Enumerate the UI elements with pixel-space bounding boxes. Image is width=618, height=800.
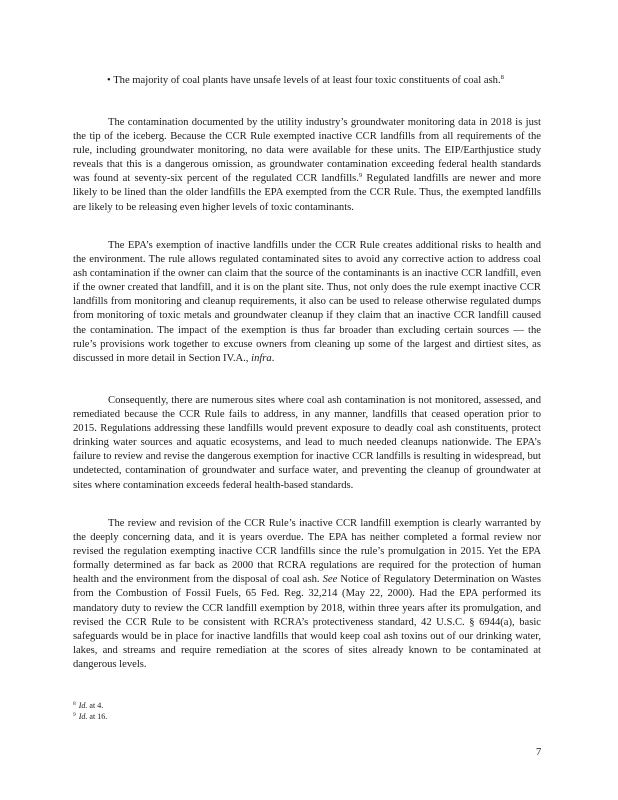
footnote-8 — [73, 700, 273, 711]
infra-citation: infra — [251, 352, 272, 364]
paragraph-text: The contamination documented by the utility industry’s groundwater monitoring data in 2018 is just the tip of the iceberg. Because the CCR Rule exempted inactive CCR landfills from all requirements of the rule, including groundwater monitoring, no data were available for these units. The EIP/Earthjustice study reveals that this is a dangerous omission, as groundwater contamination exceeding federal health standards was found at seventy-six percent of the regulated CCR landfills. — [73, 117, 541, 185]
footnotes — [73, 700, 273, 722]
paragraph-text: The review and revision of the CCR Rule’s inactive CCR landfill exemption is clearly warranted by the deeply concerning data, and it is years overdue. The EPA has neither completed a formal review nor revised the regulation exempting inactive CCR landfills since the rule’s promulgation in 2015. Yet the EPA formally determined as far back as 2000 that RCRA regulations are required for the protection of human health and the environment from the disposal of coal ash. — [73, 518, 541, 586]
footnote-number: 9 — [73, 712, 76, 718]
paragraph-text: Notice of Regulatory Determination on Wastes from the Combustion of Fossil Fuels, 65 Fed. Reg. 32,214 (May 22, 2000). Had the EPA performed its mandatory duty to review the CCR landfill exemption by 2018, within three years after its promulgation, and revised the CCR Rule to be consistent with RCRA’s protectiveness standard, 42 U.S.C. § 6944(a), basic safeguards would be in place for inactive landfills that would keep coal ash toxins out of our drinking water, lakes, and streams and require remediation at the scores of sites already known to be contaminated at dangerous levels. — [73, 574, 541, 670]
footnote-ref-9: 9 — [358, 172, 363, 180]
footnote-text: at 16. — [89, 712, 108, 721]
footnote-number: 8 — [73, 701, 76, 707]
footnote-id: Id. — [78, 712, 88, 721]
paragraph-text: The EPA’s exemption of inactive landfills under the CCR Rule creates additional risks to health and the environment. The rule allows regulated contaminated sites to avoid any corrective action to address coal ash contamination if the owner can claim that the source of the contaminants is an inactive CCR landfill, even if the owner created that landfill, and it is on the plant site. Thus, not only does the rule exempt inactive CCR landfills from monitoring and cleanup requirements, it also can be used to release otherwise regulated dumps from monitoring of toxic metals and groundwater cleanup if they claim that an inactive CCR landfill caused the contamination. The impact of the exemption is thus far broader than excluding certain sources — the rule’s provisions work together to excuse owners from cleaning up some of the largest and dirtiest sites, as discussed in more detail in Section IV.A., — [73, 240, 541, 364]
paragraph-exemption-risks — [73, 239, 541, 366]
paragraph-text: Regulated landfills are newer and more likely to be lined than the older landfills the EPA exempted from the CCR Rule. Thus, the exempted landfills are likely to be releasing even higher levels of toxic contaminants. — [73, 173, 541, 213]
bullet-item — [107, 74, 545, 88]
footnote-9 — [73, 711, 273, 722]
see-signal: See — [322, 574, 338, 586]
page-number: 7 — [536, 747, 542, 758]
paragraph-text: . — [271, 352, 275, 364]
paragraph-text: Consequently, there are numerous sites where coal ash contamination is not monitored, assessed, and remediated because the CCR Rule fails to address, in any manner, landfills that ceased operation prior to 2015. Regulations addressing these landfills would prevent exposure to deadly coal ash constituents, protect drinking water sources and aquatic ecosystems, and lead to much needed cleanups nationwide. The EPA’s failure to review and revise the dangerous exemption for inactive CCR landfills is resulting in widespread, but undetected, contamination of groundwater and surface water, and preventing the cleanup of groundwater at sites where contamination exceeds federal health-based standards. — [73, 395, 541, 491]
footnote-id: Id. — [78, 701, 88, 710]
paragraph-consequently — [73, 394, 541, 493]
paragraph-review-revision — [73, 517, 541, 672]
bullet-marker: • — [107, 75, 111, 86]
bullet-text: The majority of coal plants have unsafe levels of at least four toxic constituents of coal ash. — [113, 75, 501, 86]
paragraph-contamination — [73, 116, 541, 215]
footnote-text: at 4. — [89, 701, 104, 710]
footnote-ref-8: 8 — [500, 74, 504, 81]
